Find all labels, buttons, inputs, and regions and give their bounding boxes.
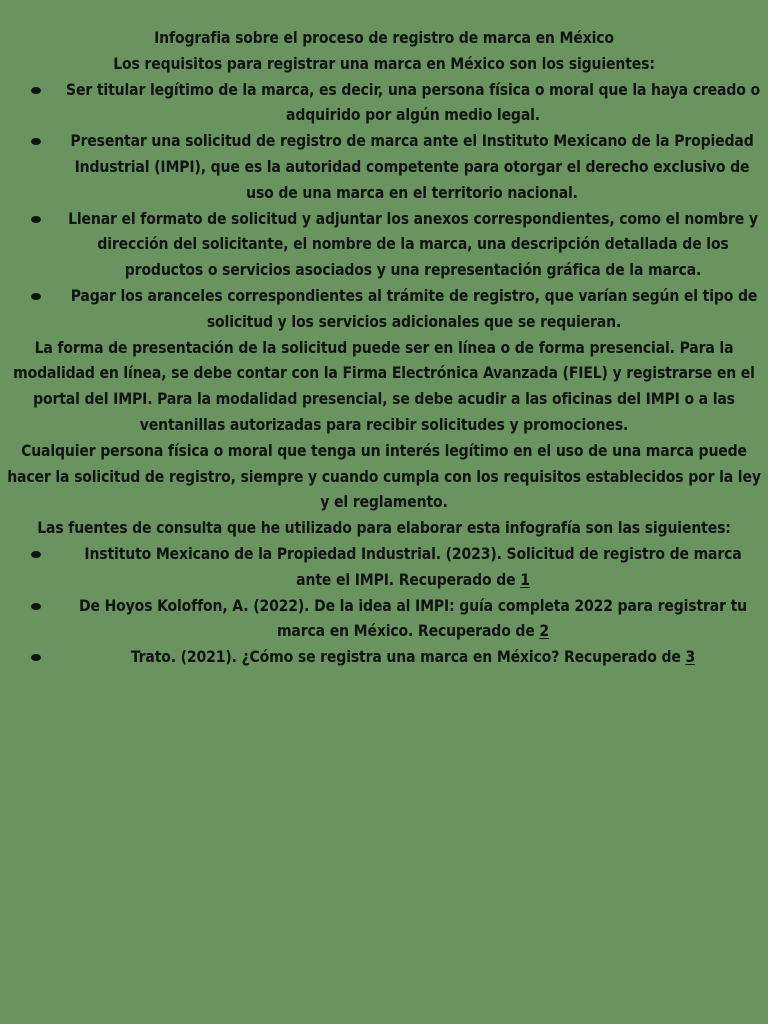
page-title: Infografia sobre el proceso de registro de marca en México [154, 29, 614, 47]
list-item [0, 645, 768, 671]
source-text: Trato. (2021). ¿Cómo se registra una marca en México? Recuperado de [130, 648, 686, 667]
list-item-text: Pagar los aranceles correspondientes al trámite de registro, que varían según el tipo de solicitud y los servicios adicionales que se requieran. [70, 286, 758, 331]
list-item-text: Presentar una solicitud de registro de marca ante el Instituto Mexicano de la Propiedad Industrial (IMPI), que es la autoridad competente para otorgar el derecho exclusivo de uso de una marca en el territorio nacional. [70, 132, 754, 202]
bullet-icon [31, 138, 41, 145]
source-text: Instituto Mexicano de la Propiedad Industrial. (2023). Solicitud de registro de marca ante el IMPI. Recuperado de [84, 544, 742, 589]
list-item [0, 284, 768, 336]
list-item-text: Llenar el formato de solicitud y adjuntar los anexos correspondientes, como el nombre y dirección del solicitante, el nombre de la marca, una descripción detallada de los productos o servicios asociados y una representación gráfica de la marca. [68, 209, 758, 280]
sources-intro: Las fuentes de consulta que he utilizado para elaborar esta infografía son las siguientes: [37, 519, 731, 538]
bullet-icon [31, 603, 41, 610]
list-item [0, 129, 768, 206]
requirements-list [0, 78, 768, 336]
presentation-paragraph: La forma de presentación de la solicitud puede ser en línea o de forma presencial. Para la modalidad en línea, se debe contar con la Firma Electrónica Avanzada (FIEL) y registrarse en el portal del IMPI. Para la modalidad presencial, se debe acudir a las oficinas del IMPI o a las ventanillas autorizadas para recibir solicitudes y promociones. [13, 338, 755, 434]
reference-link[interactable]: 1 [520, 570, 530, 589]
list-item [0, 78, 768, 130]
list-item [0, 542, 768, 594]
bullet-icon [31, 293, 41, 300]
sources-list [0, 542, 768, 671]
eligibility-paragraph: Cualquier persona física o moral que tenga un interés legítimo en el uso de una marca puede hacer la solicitud de registro, siempre y cuando cumpla con los requisitos establecidos por la ley y el reglamento. [7, 441, 761, 512]
bullet-icon [31, 87, 41, 94]
list-item [0, 594, 768, 646]
bullet-icon [31, 654, 41, 661]
reference-link[interactable]: 3 [685, 648, 696, 667]
bullet-icon [31, 216, 41, 223]
requirements-intro: Los requisitos para registrar una marca en México son los siguientes: [113, 54, 655, 73]
source-text: De Hoyos Koloffon, A. (2022). De la idea al IMPI: guía completa 2022 para registrar tu marca en México. Recuperado de [78, 596, 748, 641]
list-item [0, 207, 768, 284]
bullet-icon [31, 551, 41, 558]
list-item-text: Ser titular legítimo de la marca, es decir, una persona física o moral que la haya creado o adquirido por algún medio legal. [66, 80, 760, 125]
reference-link[interactable]: 2 [539, 622, 550, 641]
